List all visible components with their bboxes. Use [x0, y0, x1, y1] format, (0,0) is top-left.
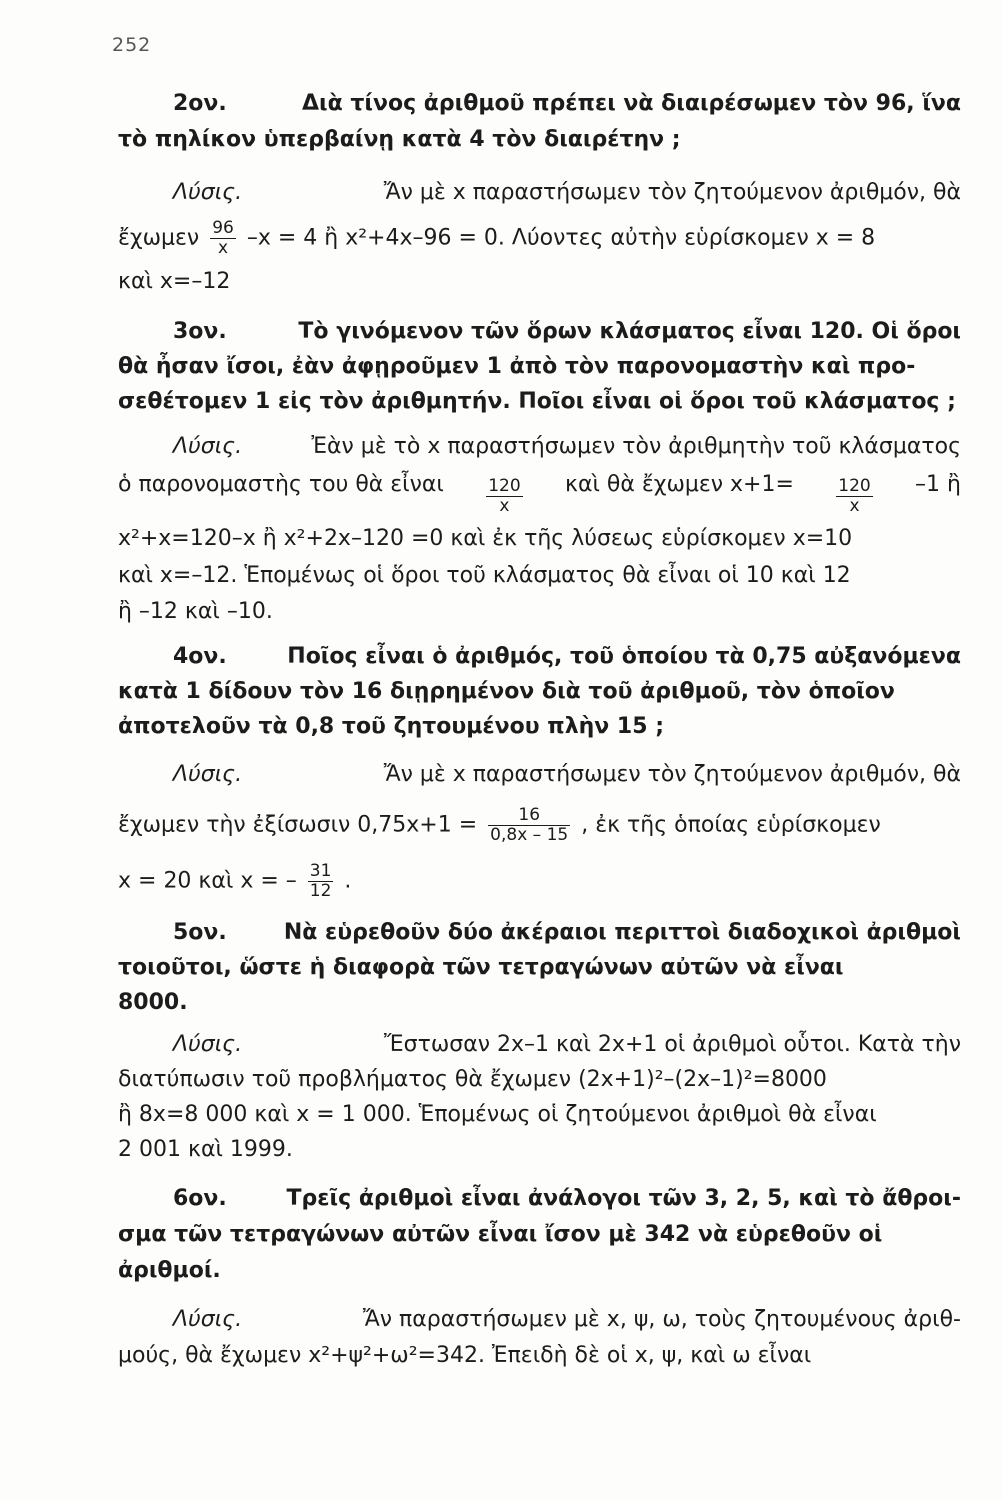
fraction-denominator: 0,8x – 15 [490, 825, 569, 845]
problem-5-solution-line-1 [173, 1030, 961, 1060]
problem-3-solution-text: Ἐὰν μὲ τὸ x παραστήσωμεν τὸν ἀριθμητὴν τοῦ κλάσματος [311, 434, 961, 459]
problem-6-solution-line-2: μούς, θὰ ἔχωμεν x²+ψ²+ω²=342. Ἐπειδὴ δὲ οἱ x, ψ, καὶ ω εἶναι [118, 1343, 812, 1368]
problem-5-label: 5ον. [173, 920, 227, 945]
fraction-numerator: 31 [309, 861, 332, 881]
fraction-120-over-x [486, 477, 522, 516]
problem-5-question-text: Νὰ εὑρεθοῦν δύο ἀκέραιοι περιττοὶ διαδοχικοὶ ἀριθμοὶ [283, 920, 961, 945]
fraction-31-over-12 [308, 862, 334, 901]
text-segment: x = 20 καὶ x = – [118, 868, 297, 894]
problem-5-question-line-3: 8000. [118, 990, 188, 1015]
text-segment: –x = 4 ἢ x²+4x–96 = 0. Λύοντες αὐτὴν εὑρίσκομεν x = 8 [246, 225, 876, 251]
solution-label: Λύσις. [173, 1032, 243, 1057]
problem-4-solution-line-2 [118, 806, 961, 845]
problem-4-question-text: Ποῖος εἶναι ὁ ἀριθμός, τοῦ ὁποίου τὰ 0,75 αὐξανόμενα [287, 644, 961, 669]
problem-2-solution-line-1 [173, 178, 961, 208]
problem-4-solution-line-3 [118, 862, 961, 901]
fraction-96-over-x [210, 219, 236, 258]
text-segment: καὶ θὰ ἔχωμεν x+1= [564, 472, 794, 497]
problem-5-solution-line-4: 2 001 καὶ 1999. [118, 1137, 293, 1162]
problem-6-question-text: Τρεῖς ἀριθμοὶ εἶναι ἀνάλογοι τῶν 3, 2, 5, καὶ τὸ ἄθροι- [286, 1186, 961, 1211]
problem-2-question-text: Διὰ τίνος ἀριθμοῦ πρέπει νὰ διαιρέσωμεν τὸν 96, ἵνα [302, 91, 961, 116]
solution-label: Λύσις. [173, 762, 243, 787]
solution-label: Λύσις. [173, 434, 243, 459]
problem-2-question-line-2: τὸ πηλίκον ὑπερβαίνῃ κατὰ 4 τὸν διαιρέτην ; [118, 127, 681, 152]
problem-3-question-line-1 [173, 317, 961, 347]
problem-5-question-line-2: τοιοῦτοι, ὥστε ἡ διαφορὰ τῶν τετραγώνων αὐτῶν νὰ εἶναι [118, 955, 844, 980]
problem-3-solution-line-3: x²+x=120–x ἢ x²+2x–120 =0 καὶ ἐκ τῆς λύσεως εὑρίσκομεν x=10 [118, 526, 853, 551]
solution-label: Λύσις. [173, 180, 243, 205]
problem-5-solution-text: Ἔστωσαν 2x–1 καὶ 2x+1 οἱ ἀριθμοὶ οὗτοι. Κατὰ τὴν [383, 1032, 961, 1057]
problem-2-label: 2ον. [173, 91, 227, 116]
fraction-denominator: x [499, 496, 510, 516]
problem-4-question-line-1 [173, 642, 961, 672]
fraction-numerator: 120 [838, 476, 871, 496]
problem-6-question-line-1 [173, 1184, 961, 1214]
problem-4-label: 4ον. [173, 644, 227, 669]
problem-5-question-line-1 [173, 918, 961, 948]
fraction-numerator: 120 [488, 476, 521, 496]
problem-5-solution-line-2: διατύπωσιν τοῦ προβλήματος θὰ ἔχωμεν (2x+1)²–(2x–1)²=8000 [118, 1067, 827, 1092]
problem-4-solution-text: Ἄν μὲ x παραστήσωμεν τὸν ζητούμενον ἀριθμόν, θὰ [383, 762, 961, 787]
problem-2-solution-text: Ἄν μὲ x παραστήσωμεν τὸν ζητούμενον ἀριθμόν, θὰ [383, 180, 961, 205]
page-number: 252 [112, 34, 152, 56]
problem-3-solution-line-1 [173, 432, 961, 462]
problem-3-solution-line-5: ἢ –12 καὶ –10. [118, 599, 273, 624]
text-segment: ὁ παρονομαστὴς του θὰ εἶναι [118, 472, 444, 497]
problem-3-question-text: Τὸ γινόμενον τῶν ὅρων κλάσματος εἶναι 120. Οἱ ὅροι [298, 319, 961, 344]
problem-6-question-line-3: ἀριθμοί. [118, 1258, 221, 1283]
problem-3-label: 3ον. [173, 319, 227, 344]
solution-label: Λύσις. [173, 1307, 243, 1332]
problem-2-question-line-1 [173, 89, 961, 119]
problem-4-solution-line-1 [173, 760, 961, 790]
text-segment: ἔχωμεν [118, 225, 200, 251]
fraction-numerator: 16 [488, 806, 570, 826]
problem-5-solution-line-3: ἢ 8x=8 000 καὶ x = 1 000. Ἑπομένως οἱ ζητούμενοι ἀριθμοὶ θὰ εἶναι [118, 1102, 877, 1127]
text-segment: –1 ἢ [915, 472, 961, 497]
problem-2-solution-line-3: καὶ x=–12 [118, 269, 231, 294]
problem-2-solution-line-2 [118, 219, 961, 258]
problem-4-question-line-2: κατὰ 1 δίδουν τὸν 16 διῃρημένον διὰ τοῦ ἀριθμοῦ, τὸν ὁποῖον [118, 679, 895, 704]
problem-6-solution-line-1 [173, 1305, 961, 1335]
fraction-numerator: 96 [212, 218, 234, 238]
fraction-denominator: x [849, 496, 860, 516]
fraction-denominator: x [217, 238, 229, 258]
problem-6-label: 6ον. [173, 1186, 227, 1211]
problem-3-solution-line-2 [118, 470, 961, 516]
fraction-denominator: 12 [309, 881, 332, 901]
problem-3-question-line-3: σεθέτομεν 1 εἰς τὸν ἀριθμητήν. Ποῖοι εἶναι οἱ ὅροι τοῦ κλάσματος ; [118, 389, 956, 414]
text-segment: . [344, 868, 352, 894]
problem-3-question-line-2: θὰ ἦσαν ἴσοι, ἐὰν ἀφῃροῦμεν 1 ἀπὸ τὸν παρονομαστὴν καὶ προ- [118, 354, 916, 379]
problem-6-question-line-2: σμα τῶν τετραγώνων αὐτῶν εἶναι ἴσον μὲ 342 νὰ εὑρεθοῦν οἱ [118, 1222, 883, 1247]
problem-3-solution-line-4: καὶ x=–12. Ἑπομένως οἱ ὅροι τοῦ κλάσματος θὰ εἶναι οἱ 10 καὶ 12 [118, 563, 851, 588]
text-segment: ἔχωμεν τὴν ἐξίσωσιν 0,75x+1 = [118, 812, 478, 838]
fraction-16-over-expression [488, 806, 570, 845]
text-segment: , ἐκ τῆς ὁποίας εὑρίσκομεν [581, 812, 881, 838]
problem-4-question-line-3: ἀποτελοῦν τὰ 0,8 τοῦ ζητουμένου πλὴν 15 ; [118, 714, 664, 739]
fraction-120-over-x [836, 477, 872, 516]
problem-6-solution-text: Ἄν παραστήσωμεν μὲ x, ψ, ω, τοὺς ζητουμένους ἀριθ- [362, 1307, 961, 1332]
